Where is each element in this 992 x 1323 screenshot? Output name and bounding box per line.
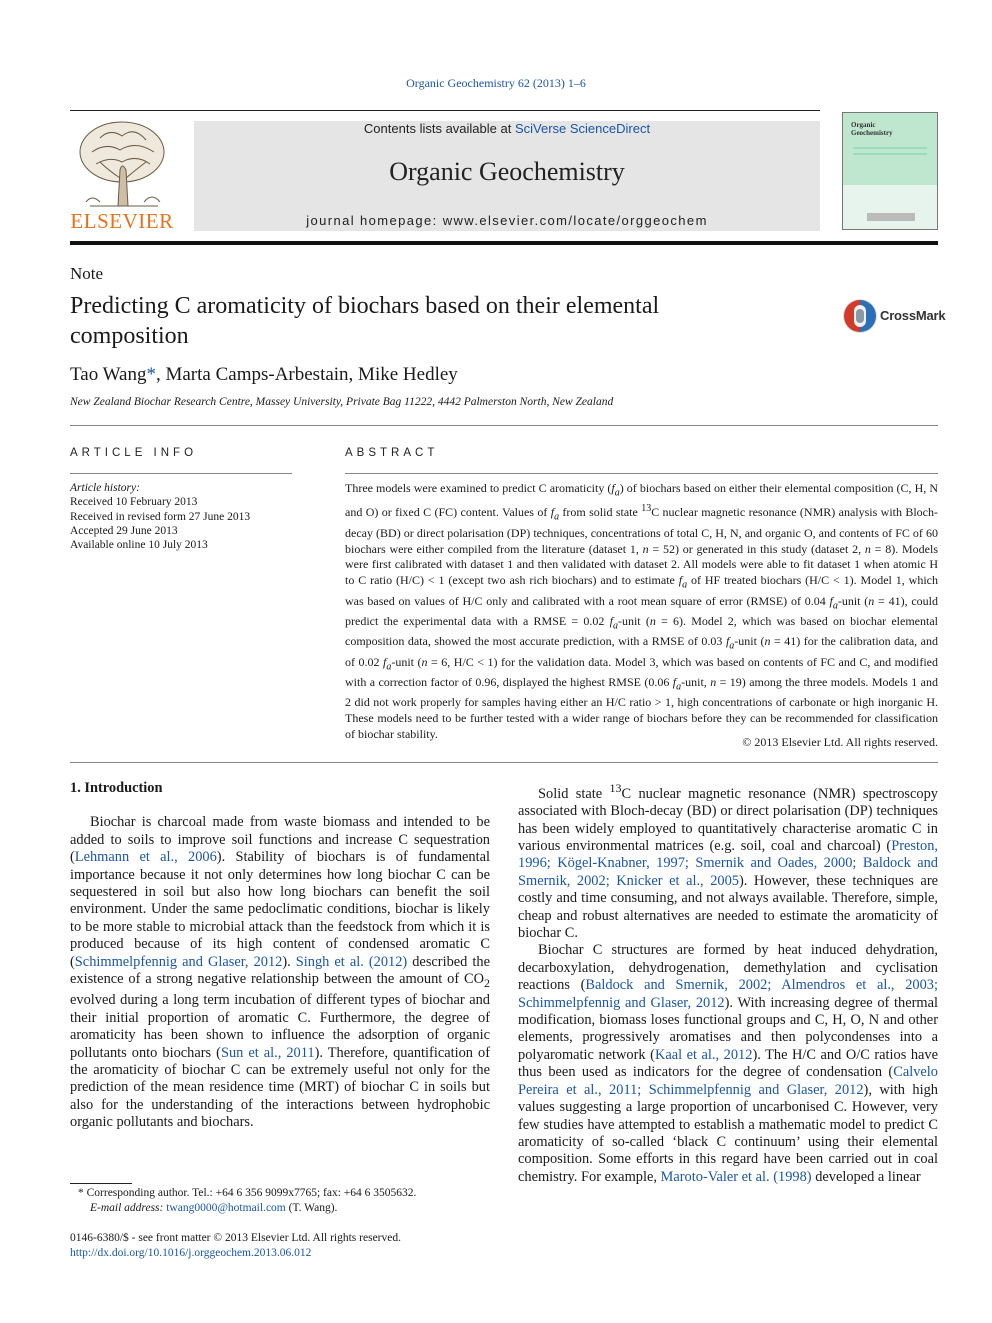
divider [70, 473, 292, 474]
citation-link[interactable]: Baldock and Smernik, 2002; Almendros et al., 2003; Schimmelpfennig and Glaser, 2012 [518, 977, 938, 1011]
divider [70, 762, 938, 763]
body-column-right [518, 780, 938, 1186]
paragraph: Biochar is charcoal made from waste biomass and intended to be added to soils to improve soil functions and increase C sequestration (Lehmann et al., 2006). Stability of biochars is of fundamental importance because it not only determines how long biochar C can be sequestered in soil but also how long biochars can benefit the soil environment. Under the same pedoclimatic conditions, biochar is likely to be more stable to microbial attack than the feedstock from which it is produced because of its high content of condensed aromatic C (Schimmelpfennig and Glaser, 2012). Singh et al. (2012) described the existence of a strong negative relationship between the amount of $CO_2$ evolved during a long term incubation of different types of biochar and their initial proportion of aromatic C. Furthermore, the degree of aromaticity has been shown to influence the adsorption of organic pollutants onto biochars (Sun et al., 2011). Therefore, quantification of the aromaticity of biochar C can be extremely useful not only for the prediction of the mean residence time (MRT) of biochar C in soils but also for the understanding of the interactions between hydrophobic organic pollutants and biochars. [70, 814, 491, 1131]
history-revised: Received in revised form 27 June 2013 [70, 510, 251, 523]
citation-link[interactable]: Schimmelpfennig and Glaser, 2012 [74, 953, 283, 970]
corresponding-author-mark[interactable]: * [146, 364, 156, 385]
elsevier-wordmark: ELSEVIER [70, 209, 174, 233]
citation-link[interactable]: Preston, 1996; Kögel-Knabner, 1997; Smernik and Oades, 2000; Baldock and Smernik, 2002; Knicker et al., 2005 [518, 838, 938, 889]
article-info-heading: ARTICLE INFO [70, 447, 198, 459]
co-authors: , Marta Camps-Arbestain, Mike Hedley [155, 364, 458, 385]
citation-link[interactable]: Lehmann et al., 2006 [74, 849, 217, 866]
homepage-url[interactable]: www.elsevier.com/locate/orggeochem [442, 213, 708, 228]
history-title: Article history: [70, 482, 140, 494]
paragraph: Solid state $^{13}$C nuclear magnetic resonance (NMR) spectroscopy associated with Bloch-decay (BD) or direct polarisation (DP) techniques has been widely employed to quantitatively characterise aromatic C in various environmental matrices (e.g. soil, coal and charcoal) (Preston, 1996; Kögel-Knabner, 1997; Smernik and Oades, 2000; Baldock and Smernik, 2002; Knicker et al., 2005). However, these techniques are costly and time consuming, and not always available. Therefore, simple, cheap and robust alternatives are needed to estimate the aromaticity of biochar C. [518, 781, 939, 942]
email-suffix: (T. Wang). [285, 1202, 338, 1214]
citation-link[interactable]: Singh et al. (2012) [295, 953, 408, 970]
crossmark-badge[interactable] [842, 297, 946, 335]
abstract-text: Three models were examined to predict C aromaticity $(f_a)$ of biochars based on either their elemental composition (C, H, N and O) or fixed C (FC) content. Values of $f_a$ from solid state $^{13}$C nuclear magnetic resonance (NMR) analysis with Bloch-decay (BD) or direct polarisation (DP) techniques, concentrations of total C, H, N, and organic O, and contents of FC of 60 biochars were either compiled from the literature (dataset 1, n = 52) or generated in this study (dataset 2, n = 8). Models were first calibrated with dataset 1 and then validated with dataset 2. All models were able to fit dataset 1 when atomic H to C ratio (H/C) < 1 (except two ash rich biochars) and to estimate $f_a$ of HF treated biochars (H/C < 1). Model 1, which was based on values of H/C only and calibrated with a root mean square of error (RMSE) of 0.04 $f_a$-unit (n = 41), could predict the experimental data with a RMSE = 0.02 $f_a$-unit (n = 6). Model 2, which was based on biochar elemental composition data, showed the most accurate prediction, with a RMSE of 0.03 $f_a$-unit (n = 41) for the calibration data, and of 0.02 $f_a$-unit (n = 6, H/C < 1) for the validation data. Model 3, which was based on contents of FC and C, and modified with a correction factor of 0.96, displayed the highest RMSE (0.06 $f_a$-unit, n = 19) among the three models. Models 1 and 2 did not work properly for samples having either an H/C ratio > 1, high concentrations of carbonate or high inorganic H. These models need to be further tested with a wider range of biochars before they can be recommended for classification of biochar stability. [345, 481, 939, 741]
affiliation: New Zealand Biochar Research Centre, Massey University, Private Bag 11222, 4442 Palmerston North, New Zealand [70, 396, 614, 408]
history-received: Received 10 February 2013 [70, 496, 198, 509]
section-heading: 1. Introduction [70, 780, 163, 796]
history-online: Available online 10 July 2013 [70, 539, 208, 552]
sciencedirect-link[interactable]: SciVerse ScienceDirect [514, 121, 651, 136]
article-type: Note [70, 264, 104, 283]
issn-line: 0146-6380/$ - see front matter © 2013 Elsevier Ltd. All rights reserved. [70, 1232, 401, 1244]
journal-cover-thumbnail[interactable] [842, 112, 938, 230]
cover-publisher-mark [867, 213, 915, 221]
cover-title [851, 121, 933, 137]
email-label: E-mail address: [90, 1202, 167, 1214]
footnote [70, 1186, 490, 1216]
corresponding-details: Corresponding author. Tel.: +64 6 356 9099x7765; fax: +64 6 3505632. [86, 1187, 417, 1199]
cover-title-line2: Geochemistry [851, 129, 893, 137]
article-title: Predicting C aromaticity of biochars based on their elemental composition [70, 293, 660, 349]
divider [345, 473, 938, 474]
crossmark-label: CrossMark [880, 308, 946, 323]
contents-line [194, 121, 820, 136]
email-link[interactable]: twang0000@hotmail.com [166, 1202, 286, 1214]
contents-prefix: Contents lists available at [363, 121, 515, 136]
cover-title-line1: Organic [851, 121, 876, 129]
homepage-prefix: journal homepage: [306, 213, 443, 228]
citation-link[interactable]: Kaal et al., 2012 [654, 1046, 753, 1063]
author-list [70, 364, 458, 386]
journal-reference[interactable]: Organic Geochemistry 62 (2013) 1–6 [406, 76, 586, 90]
doi-link[interactable]: http://dx.doi.org/10.1016/j.orggeochem.2013.06.012 [70, 1247, 312, 1259]
journal-title: Organic Geochemistry [389, 157, 625, 186]
citation-link[interactable]: Sun et al., 2011 [220, 1044, 315, 1061]
copyright-notice: © 2013 Elsevier Ltd. All rights reserved. [742, 735, 938, 749]
elsevier-logo [70, 118, 174, 236]
elsevier-tree-icon [70, 118, 174, 210]
header-thick-rule [70, 241, 938, 245]
header-rule [70, 110, 820, 111]
divider [70, 425, 938, 426]
article-history [70, 481, 300, 552]
citation-link[interactable]: Calvelo Pereira et al., 2011; Schimmelpfennig and Glaser, 2012 [518, 1064, 938, 1098]
footnote-rule [70, 1183, 132, 1184]
abstract-heading: ABSTRACT [345, 447, 439, 459]
citation-link[interactable]: Maroto-Valer et al. (1998) [660, 1168, 812, 1185]
crossmark-icon [842, 297, 878, 335]
footnote-email [70, 1201, 490, 1216]
issn-block [70, 1231, 401, 1261]
cover-decoration [853, 147, 927, 149]
journal-homepage [194, 213, 820, 228]
footnote-corresponding: * Corresponding author. Tel.: +64 6 356 9099x7765; fax: +64 6 3505632. [78, 1187, 417, 1199]
body-column-left [70, 780, 490, 1132]
paragraph: Biochar C structures are formed by heat induced dehydration, decarboxylation, dehydrogenation, demethylation and cyclisation reactions (Baldock and Smernik, 2002; Almendros et al., 2003; Schimmelpfennig and Glaser, 2012). With increasing degree of thermal modification, biomass loses functional groups and C, H, O, N and other elements, progressively aromatises and then polycondenses into a polyaromatic network (Kaal et al., 2012). The H/C and O/C ratios have thus been used as indicators for the degree of condensation (Calvelo Pereira et al., 2011; Schimmelpfennig and Glaser, 2012), with high values suggesting a large proportion of uncarbonised C. However, very few studies have attempted to establish a mathematic model to predict C aromaticity of so-called ‘black C continuum’ using their elemental composition. Some efforts in this regard have been carried out in coal chemistry. For example, Maroto-Valer et al. (1998) developed a linear [518, 942, 938, 1185]
journal-banner [194, 121, 820, 231]
author-name: Tao Wang [70, 364, 147, 385]
history-accepted: Accepted 29 June 2013 [70, 524, 178, 537]
cover-decoration [853, 153, 927, 155]
